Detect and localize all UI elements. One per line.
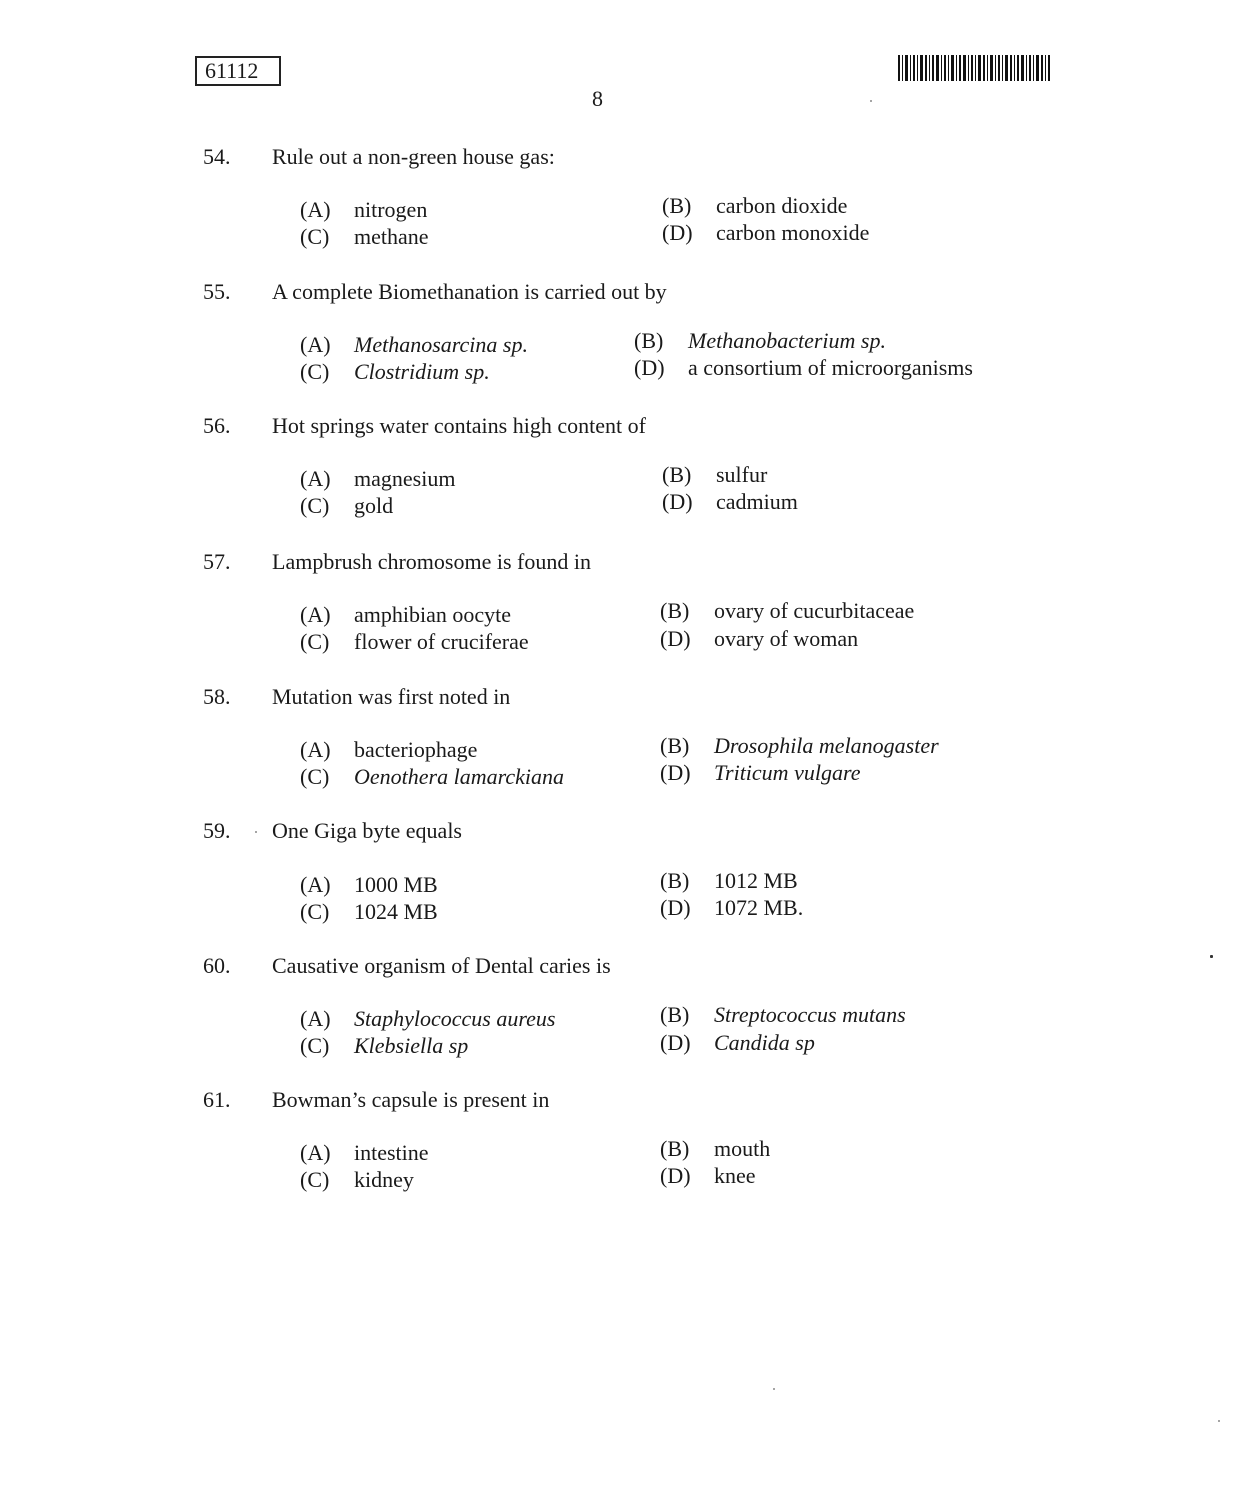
option-a bbox=[300, 872, 438, 898]
question-number: 55. bbox=[203, 279, 231, 304]
option-label: (C) bbox=[300, 1167, 330, 1192]
option-d bbox=[662, 220, 869, 246]
option-c bbox=[300, 629, 529, 655]
option-d bbox=[660, 626, 858, 652]
option-label: (C) bbox=[300, 629, 330, 654]
option-label: (D) bbox=[660, 1163, 691, 1188]
question-text: Bowman’s capsule is present in bbox=[272, 1087, 550, 1112]
scan-speck bbox=[773, 1388, 775, 1390]
option-a bbox=[300, 1140, 429, 1166]
option-text: 1000 MB bbox=[354, 872, 438, 897]
option-text: Klebsiella sp bbox=[354, 1033, 469, 1058]
option-a bbox=[300, 332, 528, 358]
scan-speck bbox=[870, 100, 872, 102]
option-c bbox=[300, 1167, 414, 1193]
option-text: Candida sp bbox=[714, 1030, 815, 1055]
option-label: (C) bbox=[300, 493, 330, 518]
question-number: 56. bbox=[203, 413, 231, 438]
option-label: (D) bbox=[660, 895, 691, 920]
option-a bbox=[300, 737, 477, 763]
option-text: methane bbox=[354, 224, 429, 249]
page-number: 8 bbox=[592, 86, 603, 111]
option-label: (D) bbox=[660, 760, 691, 785]
option-a bbox=[300, 197, 427, 223]
option-d bbox=[634, 355, 973, 381]
option-text: cadmium bbox=[716, 489, 798, 514]
option-text: Triticum vulgare bbox=[714, 760, 861, 785]
option-text: kidney bbox=[354, 1167, 414, 1192]
option-text: Clostridium sp. bbox=[354, 359, 490, 384]
option-b bbox=[660, 1136, 770, 1162]
option-text: nitrogen bbox=[354, 197, 428, 222]
question-number: 59. bbox=[203, 818, 231, 843]
option-label: (A) bbox=[300, 1006, 331, 1031]
option-text: intestine bbox=[354, 1140, 429, 1165]
option-label: (C) bbox=[300, 224, 330, 249]
question-text: A complete Biomethanation is carried out by bbox=[272, 279, 667, 304]
option-text: 1012 MB bbox=[714, 868, 798, 893]
option-label: (B) bbox=[660, 733, 690, 758]
option-label: (B) bbox=[660, 1136, 690, 1161]
option-label: (C) bbox=[300, 1033, 330, 1058]
option-text: Methanosarcina sp. bbox=[354, 332, 528, 357]
option-d bbox=[660, 1163, 756, 1189]
option-label: (B) bbox=[662, 462, 692, 487]
option-text: gold bbox=[354, 493, 394, 518]
option-text: ovary of woman bbox=[714, 626, 859, 651]
option-c bbox=[300, 493, 393, 519]
option-c bbox=[300, 359, 490, 385]
question-text: Mutation was first noted in bbox=[272, 684, 511, 709]
option-text: flower of cruciferae bbox=[354, 629, 529, 654]
question-number: 54. bbox=[203, 144, 231, 169]
option-b bbox=[660, 733, 939, 759]
option-label: (B) bbox=[660, 598, 690, 623]
option-d bbox=[660, 895, 803, 921]
option-b bbox=[662, 462, 767, 488]
option-c bbox=[300, 764, 564, 790]
option-a bbox=[300, 466, 455, 492]
question-text: Lampbrush chromosome is found in bbox=[272, 549, 591, 574]
option-text: mouth bbox=[714, 1136, 771, 1161]
option-label: (A) bbox=[300, 737, 331, 762]
paper-code: 61112 bbox=[205, 58, 259, 83]
barcode-icon bbox=[898, 55, 1050, 81]
option-label: (D) bbox=[634, 355, 665, 380]
option-label: (C) bbox=[300, 899, 330, 924]
question-text: Hot springs water contains high content of bbox=[272, 413, 646, 438]
scan-speck bbox=[1210, 955, 1213, 958]
option-label: (D) bbox=[662, 489, 693, 514]
question-58 bbox=[0, 684, 1241, 804]
question-number: 60. bbox=[203, 953, 231, 978]
option-text: ovary of cucurbitaceae bbox=[714, 598, 915, 623]
question-text: Rule out a non-green house gas: bbox=[272, 144, 555, 169]
option-text: Staphylococcus aureus bbox=[354, 1006, 556, 1031]
option-text: Drosophila melanogaster bbox=[714, 733, 939, 758]
question-text: One Giga byte equals bbox=[272, 818, 462, 843]
option-label: (B) bbox=[660, 868, 690, 893]
paper-code-box bbox=[195, 56, 281, 86]
option-label: (A) bbox=[300, 466, 331, 491]
question-55 bbox=[0, 279, 1241, 399]
question-59 bbox=[0, 818, 1241, 938]
option-label: (A) bbox=[300, 332, 331, 357]
option-c bbox=[300, 1033, 468, 1059]
option-label: (B) bbox=[660, 1002, 690, 1027]
option-text: sulfur bbox=[716, 462, 768, 487]
option-text: amphibian oocyte bbox=[354, 602, 512, 627]
option-text: Oenothera lamarckiana bbox=[354, 764, 564, 789]
question-54 bbox=[0, 144, 1241, 264]
option-text: bacteriophage bbox=[354, 737, 478, 762]
option-text: 1072 MB. bbox=[714, 895, 804, 920]
question-number: 57. bbox=[203, 549, 231, 574]
option-text: a consortium of microorganisms bbox=[688, 355, 973, 380]
option-text: magnesium bbox=[354, 466, 456, 491]
option-text: Methanobacterium sp. bbox=[688, 328, 886, 353]
option-text: Streptococcus mutans bbox=[714, 1002, 906, 1027]
scan-speck bbox=[1218, 1420, 1220, 1422]
option-label: (A) bbox=[300, 1140, 331, 1165]
option-b bbox=[634, 328, 886, 354]
option-label: (D) bbox=[660, 1030, 691, 1055]
question-number: 58. bbox=[203, 684, 231, 709]
option-text: carbon dioxide bbox=[716, 193, 848, 218]
option-text: carbon monoxide bbox=[716, 220, 870, 245]
option-c bbox=[300, 224, 429, 250]
option-a bbox=[300, 602, 511, 628]
option-label: (A) bbox=[300, 872, 331, 897]
option-text: 1024 MB bbox=[354, 899, 438, 924]
option-b bbox=[660, 598, 914, 624]
option-label: (B) bbox=[662, 193, 692, 218]
option-d bbox=[660, 760, 860, 786]
option-label: (D) bbox=[662, 220, 693, 245]
question-60 bbox=[0, 953, 1241, 1073]
option-label: (D) bbox=[660, 626, 691, 651]
option-a bbox=[300, 1006, 555, 1032]
question-57 bbox=[0, 549, 1241, 669]
option-label: (C) bbox=[300, 764, 330, 789]
option-label: (A) bbox=[300, 197, 331, 222]
question-number: 61. bbox=[203, 1087, 231, 1112]
option-d bbox=[662, 489, 798, 515]
option-b bbox=[660, 1002, 906, 1028]
option-c bbox=[300, 899, 438, 925]
option-b bbox=[662, 193, 847, 219]
option-label: (C) bbox=[300, 359, 330, 384]
option-d bbox=[660, 1030, 815, 1056]
question-61 bbox=[0, 1087, 1241, 1207]
question-56 bbox=[0, 413, 1241, 533]
option-label: (B) bbox=[634, 328, 664, 353]
option-b bbox=[660, 868, 798, 894]
question-text: Causative organism of Dental caries is bbox=[272, 953, 611, 978]
scan-speck bbox=[255, 831, 257, 833]
option-label: (A) bbox=[300, 602, 331, 627]
option-text: knee bbox=[714, 1163, 756, 1188]
